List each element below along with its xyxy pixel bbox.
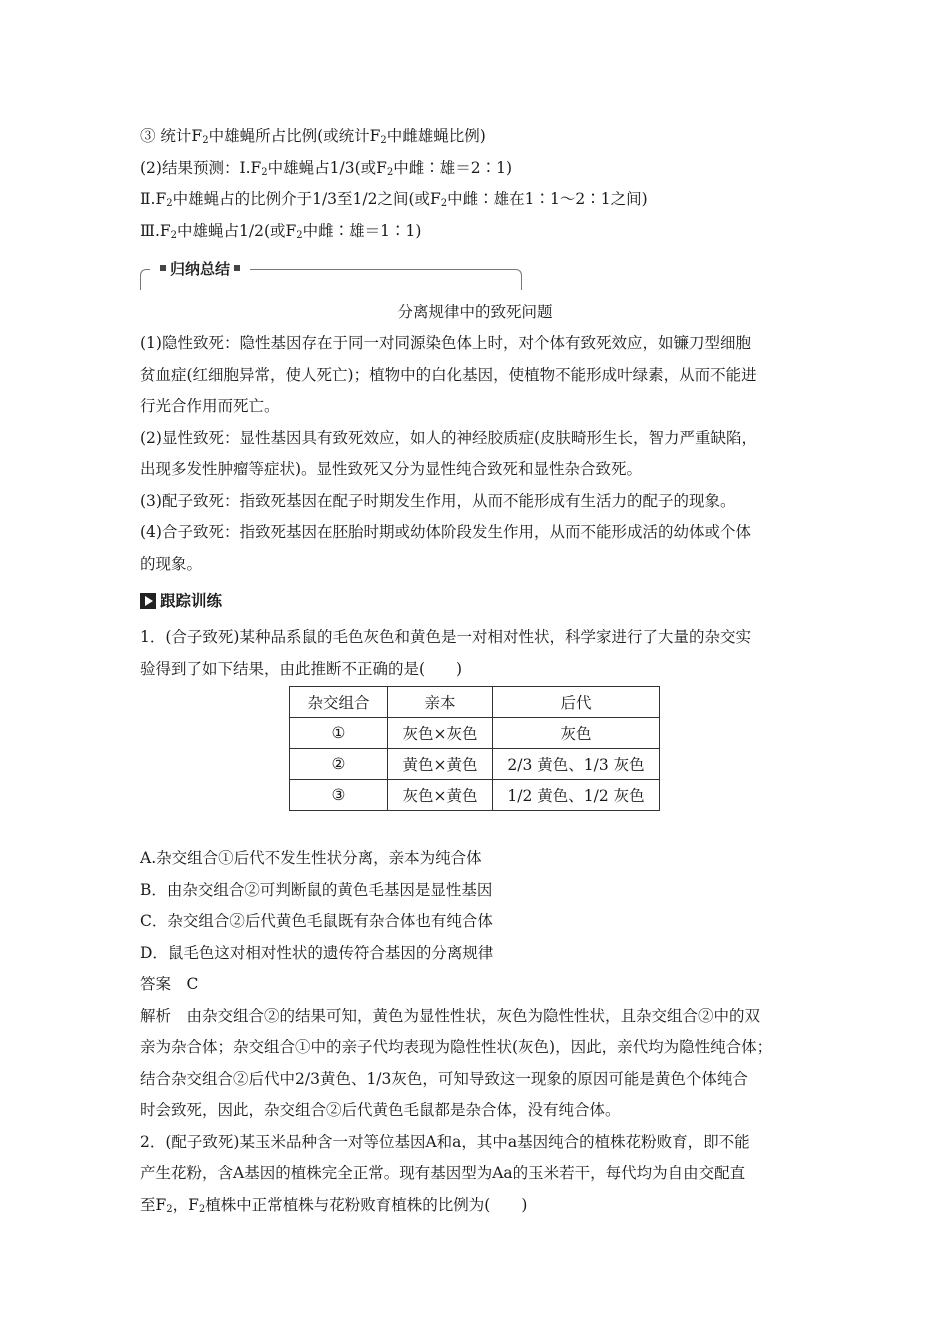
summary-line: (4)合子致死：指致死基因在胚胎时期或幼体阶段发生作用，从而不能形成活的幼体或个体 [140, 523, 751, 541]
analysis-line: 解析 由杂交组合②的结果可知，黄色为显性性状，灰色为隐性性状，且杂交组合②中的双 [140, 1007, 761, 1025]
analysis-line: 结合杂交组合②后代中2/3黄色、1/3灰色，可知导致这一现象的原因可能是黄色个体纯合 [140, 1070, 748, 1088]
table-cell: 2/3 黄色、1/3 灰色 [493, 749, 660, 780]
summary-line: 行光合作用而死亡。 [140, 397, 280, 415]
summary-line: 的现象。 [140, 555, 203, 573]
summary-line: 贫血症(红细胞异常，使人死亡)；植物中的白化基因，使植物不能形成叶绿素，从而不能进 [140, 366, 757, 384]
bullet-square-icon [160, 265, 166, 271]
bullet-square-icon [234, 265, 240, 271]
q2-line: 至$F_2$，$F_2$植株中正常植株与花粉败育植株的比例为( ) [140, 1196, 528, 1215]
section-heading: 跟踪训练 [140, 591, 222, 611]
result-line-4: $Ⅲ.F_2$中雄蝇占1/2(或$F_2$中雌∶雄＝1∶1) [140, 222, 422, 241]
table-cell: 灰色×灰色 [388, 718, 493, 749]
q2-line: 2．(配子致死)某玉米品种含一对等位基因A和a，其中a基因纯合的植株花粉败育，即不能 [140, 1133, 750, 1151]
play-icon [140, 593, 156, 609]
table-row [290, 749, 660, 780]
table-header-cell: 亲本 [388, 687, 493, 718]
table-cell: ① [290, 718, 388, 749]
option-d: D．鼠毛色这对相对性状的遗传符合基因的分离规律 [140, 944, 494, 962]
summary-line: (3)配子致死：指致死基因在配子时期发生作用，从而不能形成有生活力的配子的现象。 [140, 492, 736, 510]
option-a: A.杂交组合①后代不发生性状分离，亲本为纯合体 [140, 849, 482, 867]
summary-line: 出现多发性肿瘤等症状)。显性致死又分为显性纯合致死和显性杂合致死。 [140, 460, 643, 478]
summary-tag: 归纳总结 [150, 259, 250, 279]
table-header-cell: 杂交组合 [290, 687, 388, 718]
result-line-1: ③ 统计$F_2$中雄蝇所占比例(或统计$F_2$中雌雄蝇比例) [140, 127, 486, 146]
analysis-line: 时会致死，因此，杂交组合②后代黄色毛鼠都是杂合体，没有纯合体。 [140, 1101, 621, 1119]
result-line-2: (2)结果预测：$Ⅰ.F_2$中雄蝇占1/3(或$F_2$中雌∶雄＝2∶1) [140, 159, 513, 178]
table-cell: ② [290, 749, 388, 780]
table-cell: ③ [290, 780, 388, 811]
analysis-line: 亲为杂合体；杂交组合①中的亲子代均表现为隐性性状(灰色)，因此，亲代均为隐性纯合体； [140, 1038, 773, 1056]
answer: 答案 C [140, 975, 199, 993]
summary-line: (1)隐性致死：隐性基因存在于同一对同源染色体上时，对个体有致死效应，如镰刀型细胞 [140, 334, 751, 352]
summary-title: 分离规律中的致死问题 [397, 303, 553, 321]
q1-stem-line: 验得到了如下结果，由此推断不正确的是( ) [140, 660, 463, 678]
result-line-3: $Ⅱ.F_2$中雄蝇占的比例介于1/3至1/2之间(或$F_2$中雌∶雄在1∶1～2∶1之间) [140, 190, 648, 209]
table-row [290, 780, 660, 811]
table-cell: 1/2 黄色、1/2 灰色 [493, 780, 660, 811]
option-b: B．由杂交组合②可判断鼠的黄色毛基因是显性基因 [140, 881, 493, 899]
table-header-row [290, 687, 660, 718]
q1-stem-line: 1．(合子致死)某种品系鼠的毛色灰色和黄色是一对相对性状，科学家进行了大量的杂交实 [140, 628, 751, 646]
q2-line: 产生花粉，含A基因的植株完全正常。现有基因型为Aa的玉米若干，每代均为自由交配直 [140, 1164, 746, 1182]
table-cell: 黄色×黄色 [388, 749, 493, 780]
option-c: C．杂交组合②后代黄色毛鼠既有杂合体也有纯合体 [140, 912, 493, 930]
summary-line: (2)显性致死：显性基因具有致死效应，如人的神经胶质症(皮肤畸形生长，智力严重缺陷， [140, 429, 758, 447]
table-cell: 灰色×黄色 [388, 780, 493, 811]
cross-results-table [289, 686, 660, 811]
table-cell: 灰色 [493, 718, 660, 749]
table-row [290, 718, 660, 749]
table-header-cell: 后代 [493, 687, 660, 718]
